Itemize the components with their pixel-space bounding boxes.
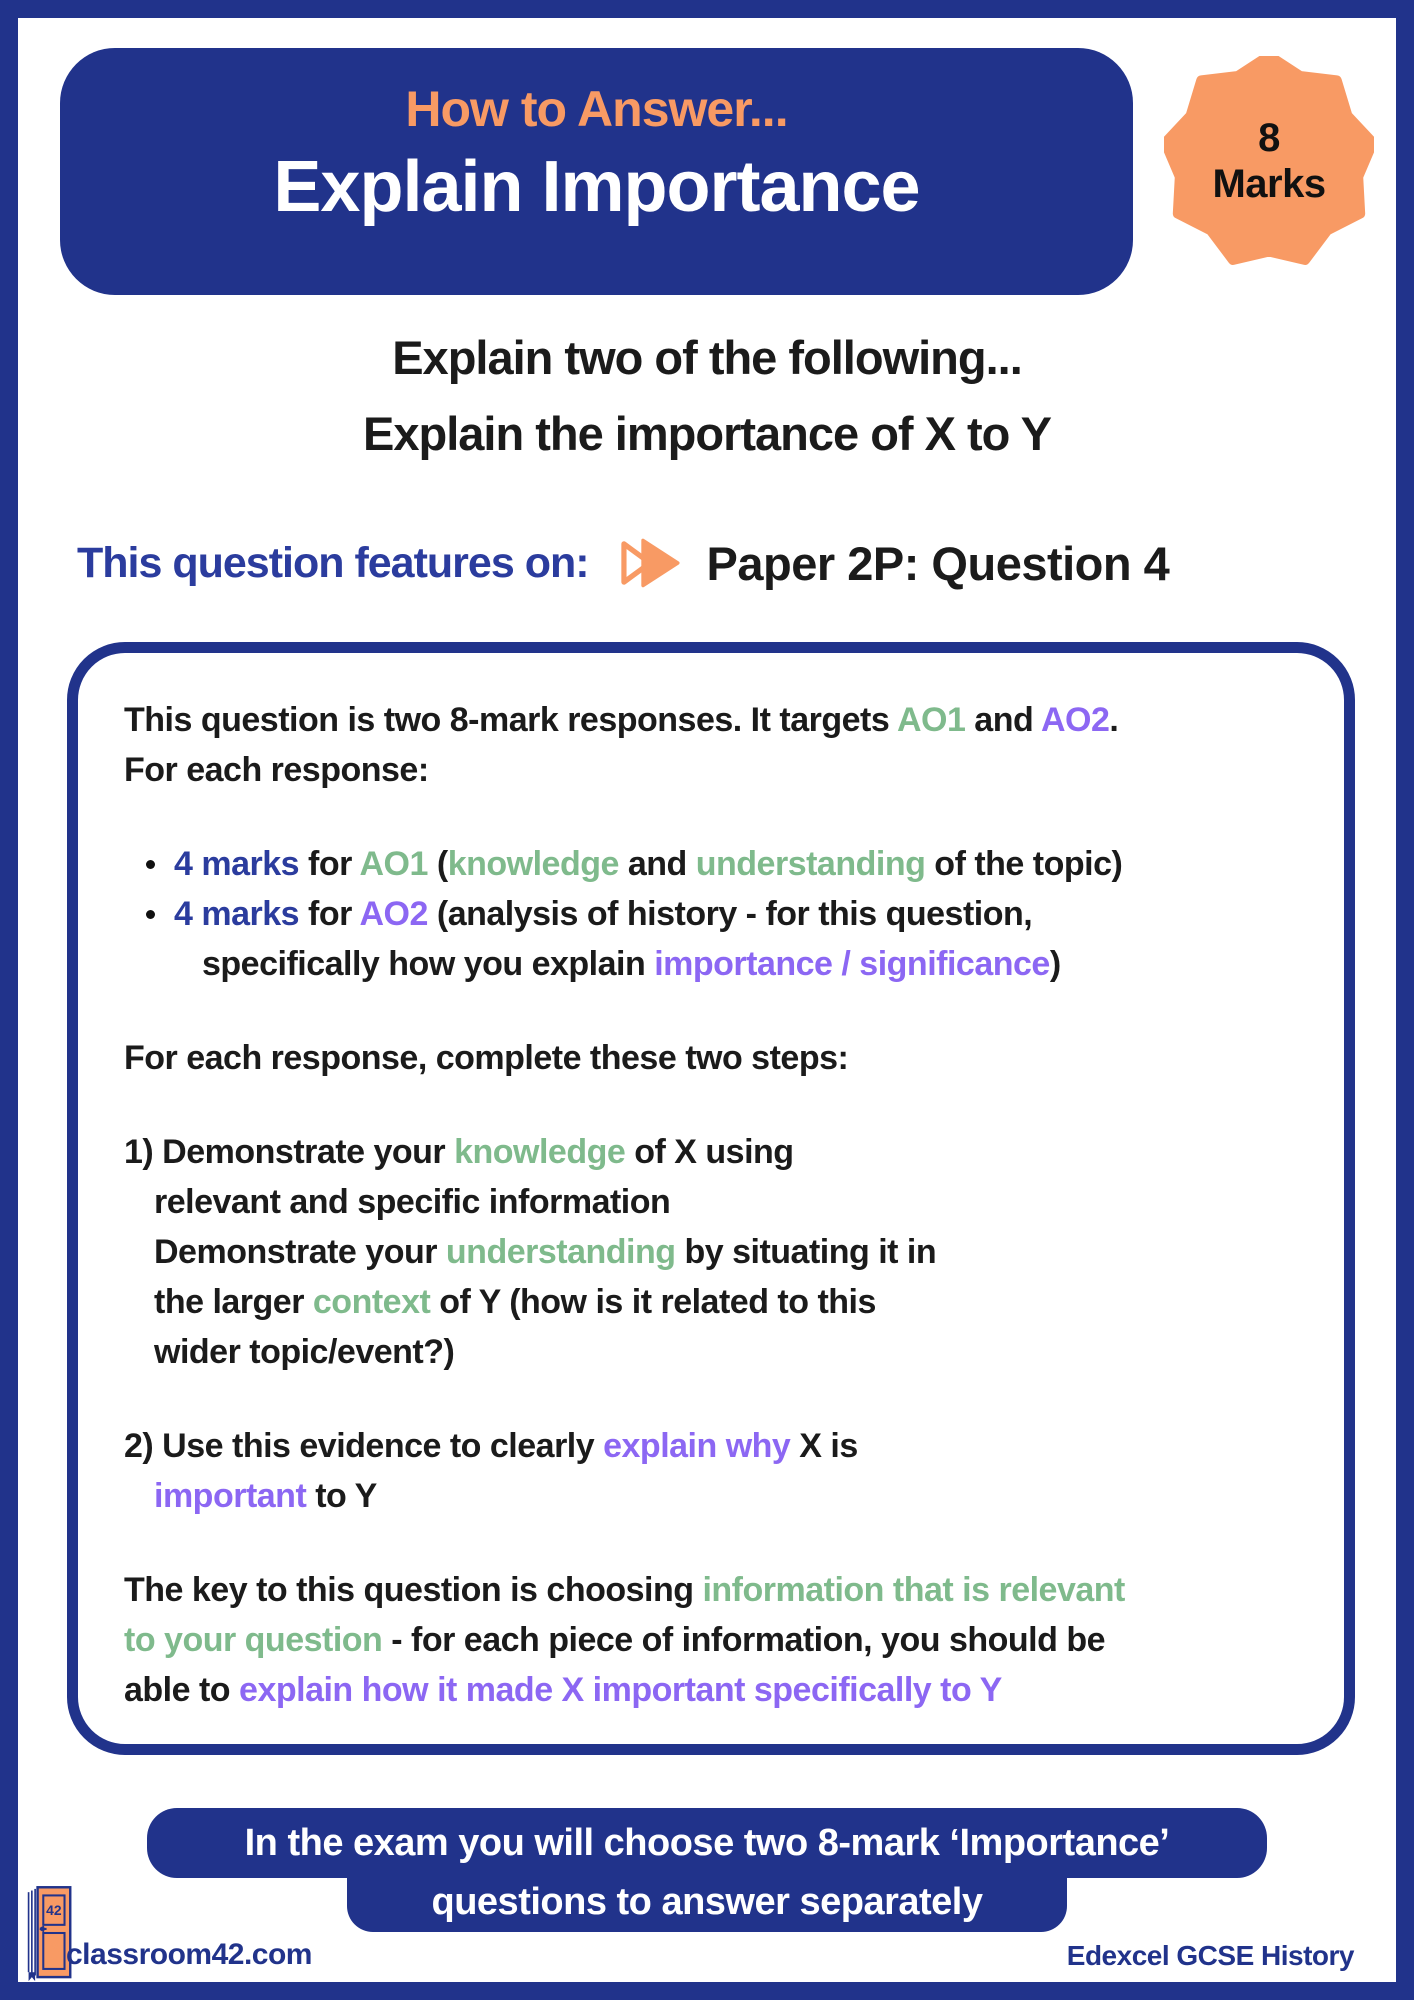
text-line: able to explain how it made X important specifically to Y xyxy=(124,1671,1002,1709)
text-line: For each response: xyxy=(124,751,429,789)
text-line: 4 marks for AO2 (analysis of history - for this question, xyxy=(174,895,1033,933)
marks-badge-text xyxy=(1164,56,1374,266)
info-box-content xyxy=(124,695,1298,1715)
text-line: wider topic/event?) xyxy=(154,1333,455,1371)
text-line: 1) Demonstrate your knowledge of X using xyxy=(124,1133,794,1171)
features-row xyxy=(77,528,1357,598)
header-eyebrow: How to Answer... xyxy=(405,81,788,137)
bullet-item xyxy=(124,839,1298,889)
marks-badge-number: 8 xyxy=(1258,116,1280,160)
logo-number: 42 xyxy=(46,1902,62,1919)
text-line: This question is two 8-mark responses. It targets AO1 and AO2. xyxy=(124,701,1119,739)
paragraph xyxy=(124,1127,1298,1377)
text-line: The key to this question is choosing information that is relevant xyxy=(124,1571,1125,1609)
text-line: the larger context of Y (how is it related to this xyxy=(154,1283,876,1321)
paragraph xyxy=(124,1421,1298,1521)
footer-site-link: classroom42.com xyxy=(66,1938,312,1971)
text-line: 2) Use this evidence to clearly explain why X is xyxy=(124,1427,858,1465)
paragraph xyxy=(124,1033,1298,1083)
marks-badge xyxy=(1164,56,1374,266)
text-line: Demonstrate your understanding by situating it in xyxy=(154,1233,937,1271)
question-stem-line2: Explain the importance of X to Y xyxy=(363,407,1051,460)
footer-exam-label: Edexcel GCSE History xyxy=(1066,1940,1354,1971)
text-line: For each response, complete these two steps: xyxy=(124,1039,849,1077)
text-line: specifically how you explain importance / significance) xyxy=(202,945,1061,983)
paragraph xyxy=(124,1565,1298,1715)
info-box xyxy=(67,642,1355,1755)
text-line: relevant and specific information xyxy=(154,1183,671,1221)
text-line: to your question - for each piece of information, you should be xyxy=(124,1621,1106,1659)
exam-note-line1: In the exam you will choose two 8-mark ‘Importance’ xyxy=(147,1808,1267,1878)
header-box xyxy=(60,48,1133,295)
question-stem xyxy=(0,320,1414,472)
bullet-list xyxy=(124,839,1298,989)
exam-note-line2: questions to answer separately xyxy=(347,1876,1067,1932)
text-line: 4 marks for AO1 (knowledge and understanding of the topic) xyxy=(174,845,1123,883)
question-stem-line1: Explain two of the following... xyxy=(392,331,1022,384)
exam-note-banner xyxy=(0,1808,1414,1932)
page-title: Explain Importance xyxy=(273,147,920,227)
features-label: This question features on: xyxy=(77,538,589,587)
features-value: Paper 2P: Question 4 xyxy=(706,536,1170,590)
marks-badge-label: Marks xyxy=(1212,162,1326,206)
text-line: important to Y xyxy=(154,1477,377,1515)
bullet-item xyxy=(124,889,1298,989)
paragraph xyxy=(124,695,1298,795)
double-chevron-right-icon xyxy=(617,535,683,591)
